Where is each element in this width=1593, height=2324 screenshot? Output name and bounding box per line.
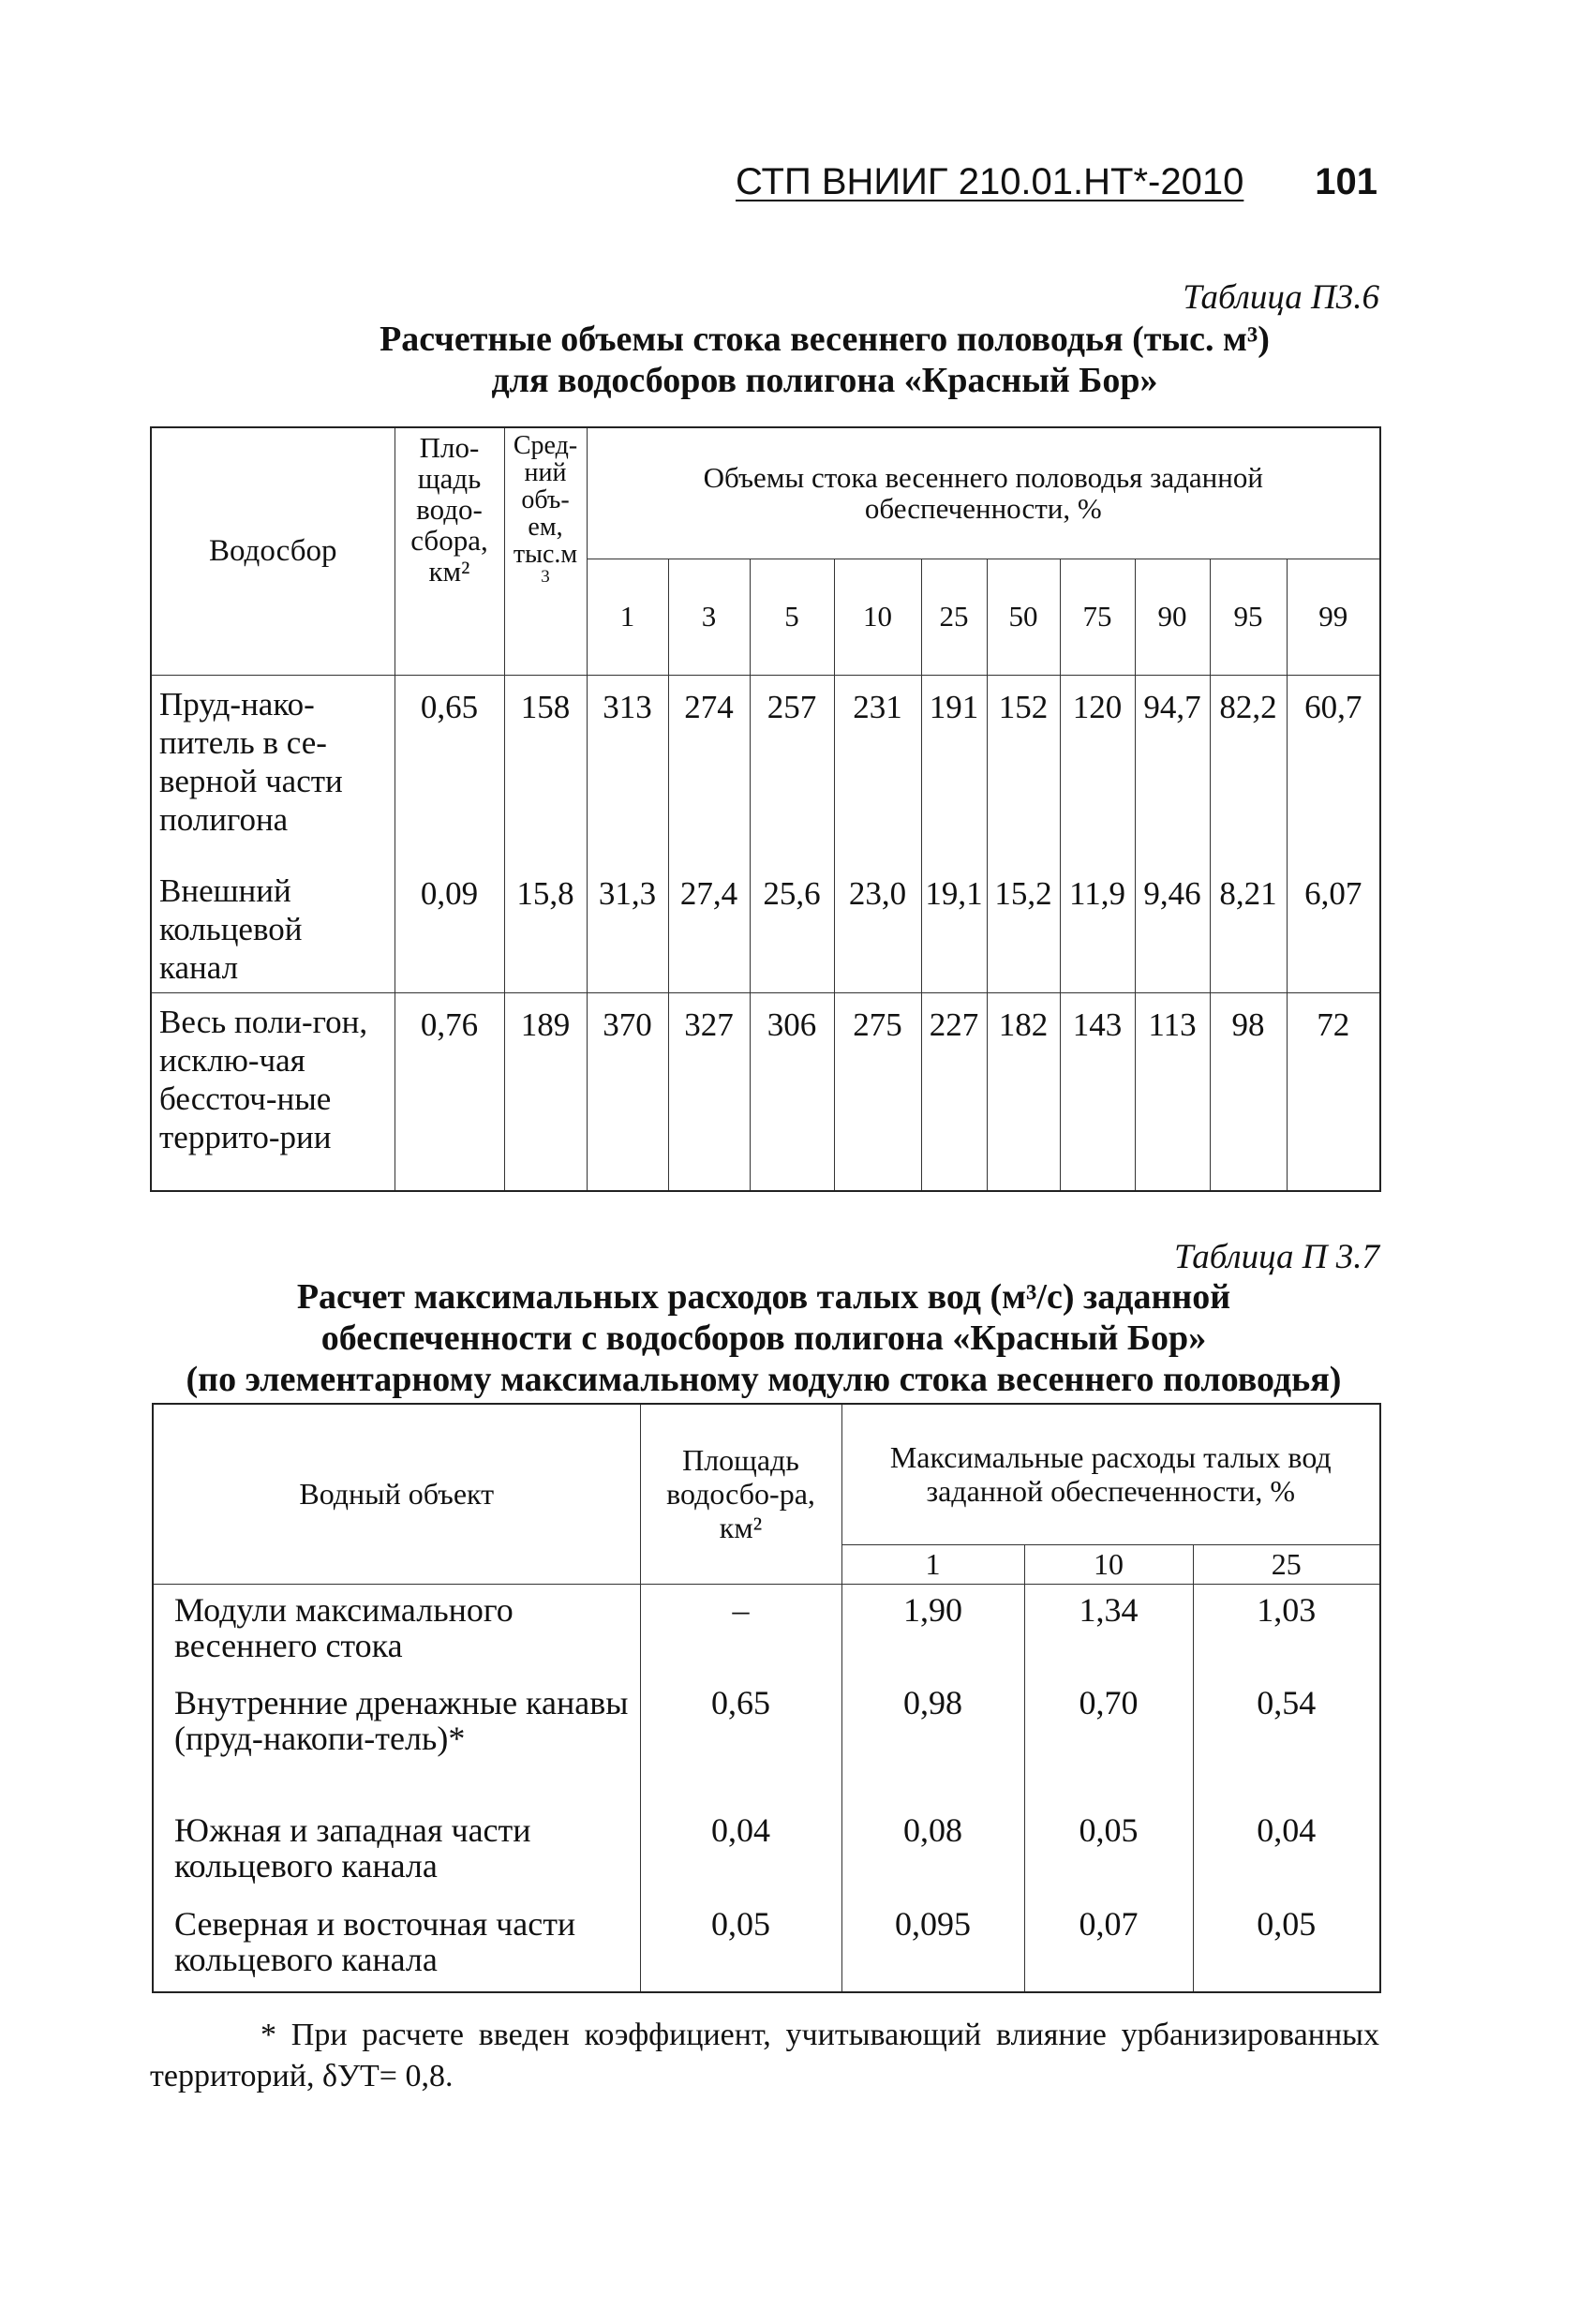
table-37-label: Таблица П 3.7 [1174,1238,1379,1276]
percent-header: 10 [834,559,921,675]
table-36-label: Таблица П3.6 [1183,278,1379,317]
table-37 [152,1403,1381,1993]
row-name: Пруд-нако-питель в се-верной части полигона [151,675,395,862]
table-37-title-line1: Расчет максимальных расходов талых вод (м³/с) заданной [296,1277,1231,1317]
table-row [151,993,1380,1191]
percent-header: 95 [1210,559,1287,675]
row-value: 120 [1060,675,1135,862]
row-value: 227 [921,993,987,1191]
table-36-body [151,675,1380,1191]
row-name: Внутренние дренажные канавы (пруд-накопи-тель)* [153,1677,640,1804]
row-name: Северная и восточная части кольцевого канала [153,1899,640,1992]
row-value: 257 [750,675,834,862]
col-header-area: Пло-щадь водо-сбора, км² [395,427,504,675]
page-number: 101 [1315,161,1377,202]
row-value: 0,04 [1193,1805,1380,1899]
table-36-title-line2: для водосборов полигона «Красный Бор» [491,361,1158,400]
row-value: 25,6 [750,862,834,993]
row-value: 143 [1060,993,1135,1191]
row-value: 327 [668,993,750,1191]
percent-header: 1 [587,559,668,675]
percent-header: 25 [1193,1544,1380,1584]
row-mean: 158 [504,675,587,862]
percent-header: 99 [1287,559,1380,675]
percent-header: 75 [1060,559,1135,675]
row-value: 231 [834,675,921,862]
row-area: – [640,1584,841,1677]
row-value: 313 [587,675,668,862]
row-mean: 189 [504,993,587,1191]
table-37-title-line2: обеспеченности с водосборов полигона «Красный Бор» [320,1318,1207,1358]
row-value: 191 [921,675,987,862]
row-name: Весь поли-гон, исклю-чая бессточ-ные террито-рии [151,993,395,1191]
row-value: 0,05 [1193,1899,1380,1992]
footnote: * При расчете введен коэффициент, учитывающий влияние урбанизированных территорий, δУТ= 0,8. [150,2018,1379,2093]
row-value: 0,98 [841,1677,1024,1804]
row-value: 113 [1135,993,1210,1191]
percent-header: 5 [750,559,834,675]
col-header-area: Площадь водосбо-ра, км² [640,1404,841,1584]
row-value: 0,08 [841,1805,1024,1899]
row-value: 94,7 [1135,675,1210,862]
table-36 [150,426,1381,1192]
standard-code: СТП ВНИИГ 210.01.НТ*-2010 [736,161,1244,202]
row-name: Модули максимального весеннего стока [153,1584,640,1677]
row-value: 27,4 [668,862,750,993]
row-value: 0,05 [1024,1805,1193,1899]
row-value: 8,21 [1210,862,1287,993]
row-value: 9,46 [1135,862,1210,993]
row-area: 0,05 [640,1899,841,1992]
col-header-object: Водный объект [153,1404,640,1584]
percent-header: 50 [987,559,1060,675]
percent-header: 10 [1024,1544,1193,1584]
row-area: 0,09 [395,862,504,993]
table-row [151,675,1380,862]
row-value: 370 [587,993,668,1191]
percent-header: 25 [921,559,987,675]
table-row [151,862,1380,993]
percent-header: 90 [1135,559,1210,675]
row-area: 0,65 [395,675,504,862]
row-area: 0,76 [395,993,504,1191]
row-value: 31,3 [587,862,668,993]
row-value: 0,07 [1024,1899,1193,1992]
row-value: 72 [1287,993,1380,1191]
row-value: 0,095 [841,1899,1024,1992]
row-area: 0,04 [640,1805,841,1899]
col-header-group: Объемы стока весеннего половодья заданной обеспеченности, % [587,427,1380,559]
table-37-body [153,1584,1380,1992]
row-value: 0,54 [1193,1677,1380,1804]
table-row [153,1584,1380,1677]
table-36-title [281,319,1368,401]
row-value: 306 [750,993,834,1191]
row-value: 152 [987,675,1060,862]
row-value: 23,0 [834,862,921,993]
table-36-title-line1: Расчетные объемы стока весеннего половодья (тыс. м³) [380,320,1270,359]
row-value: 15,2 [987,862,1060,993]
col-header-group: Максимальные расходы талых вод заданной обеспеченности, % [841,1404,1380,1544]
row-value: 182 [987,993,1060,1191]
row-value: 1,90 [841,1584,1024,1677]
row-value: 1,03 [1193,1584,1380,1677]
row-value: 0,70 [1024,1677,1193,1804]
table-37-title [141,1276,1387,1400]
table-row [153,1899,1380,1992]
row-value: 60,7 [1287,675,1380,862]
row-value: 275 [834,993,921,1191]
row-value: 274 [668,675,750,862]
row-value: 6,07 [1287,862,1380,993]
row-value: 19,1 [921,862,987,993]
col-header-mean [504,427,587,675]
row-mean: 15,8 [504,862,587,993]
row-name: Внешний кольцевой канал [151,862,395,993]
row-name: Южная и западная части кольцевого канала [153,1805,640,1899]
row-value: 82,2 [1210,675,1287,862]
table-row [153,1805,1380,1899]
table-37-title-line3: (по элементарному максимальному модулю стока весеннего половодья) [186,1360,1342,1399]
percent-header: 1 [841,1544,1024,1584]
row-area: 0,65 [640,1677,841,1804]
col-header-mean-text: Сред-ний объ-ем, тыс.м [513,431,578,569]
page-header [736,161,1377,217]
table-row [153,1677,1380,1804]
row-value: 98 [1210,993,1287,1191]
col-header-mean-unit: 3 [541,567,550,587]
row-value: 11,9 [1060,862,1135,993]
col-header-name: Водосбор [151,427,395,675]
row-value: 1,34 [1024,1584,1193,1677]
percent-header: 3 [668,559,750,675]
